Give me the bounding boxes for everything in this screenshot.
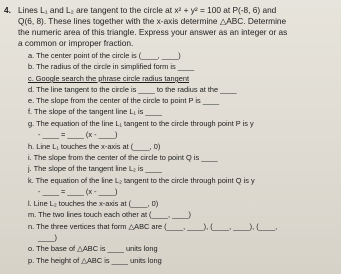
- part-b: b. The radius of the circle in simplified form is ____: [28, 62, 195, 71]
- part-n: n. The three vertices that form △ABC are (____, ____), (____, ____), (____,: [28, 222, 278, 231]
- part-h: h. Line L₁ touches the x-axis at (____, 0): [28, 142, 161, 151]
- problem-intro-line-3: the numeric area of this triangle. Express your answer as an integer or as: [18, 27, 288, 37]
- part-p: p. The height of △ABC is ____ units long: [28, 256, 162, 265]
- problem-intro-line-2: Q(6, 8). These lines together with the x-axis determine △ABC. Determine: [18, 16, 287, 26]
- part-e: e. The slope from the center of the circle to point P is ____: [28, 96, 220, 105]
- problem-number: 4.: [4, 5, 11, 15]
- part-f: f. The slope of the tangent line L₁ is ____: [28, 107, 162, 116]
- part-l: l. Line L₂ touches the x-axis at (____, 0): [28, 199, 159, 208]
- part-c[interactable]: c. Google search the phrase circle radius tangent: [28, 74, 190, 83]
- part-o: o. The base of △ABC is ____ units long: [28, 244, 158, 253]
- part-a: a. The center point of the circle is (____, ____): [28, 51, 181, 60]
- problem-intro-line-1: Lines L₁ and L₂ are tangent to the circle at x² + y² = 100 at P(-8, 6) and: [18, 5, 277, 15]
- part-g-equation: - ____ = ____ (x - ____): [38, 130, 118, 139]
- part-k: k. The equation of the line L₂ tangent to the circle through point Q is y: [28, 176, 255, 185]
- part-d: d. The line tangent to the circle is ____ to the radius at the ____: [28, 85, 237, 94]
- part-k-equation: - ____ = ____ (x - ____): [38, 187, 118, 196]
- part-n-continued: ____): [38, 233, 57, 242]
- part-i: i. The slope from the center of the circle to point Q is ____: [28, 153, 218, 162]
- part-g: g. The equation of the line L₁ tangent to the circle through point P is y: [28, 119, 254, 128]
- part-m: m. The two lines touch each other at (____, ____): [28, 210, 191, 219]
- problem-intro-line-4: a common or improper fraction.: [18, 38, 134, 48]
- part-j: j. The slope of the tangent line L₂ is ____: [28, 164, 162, 173]
